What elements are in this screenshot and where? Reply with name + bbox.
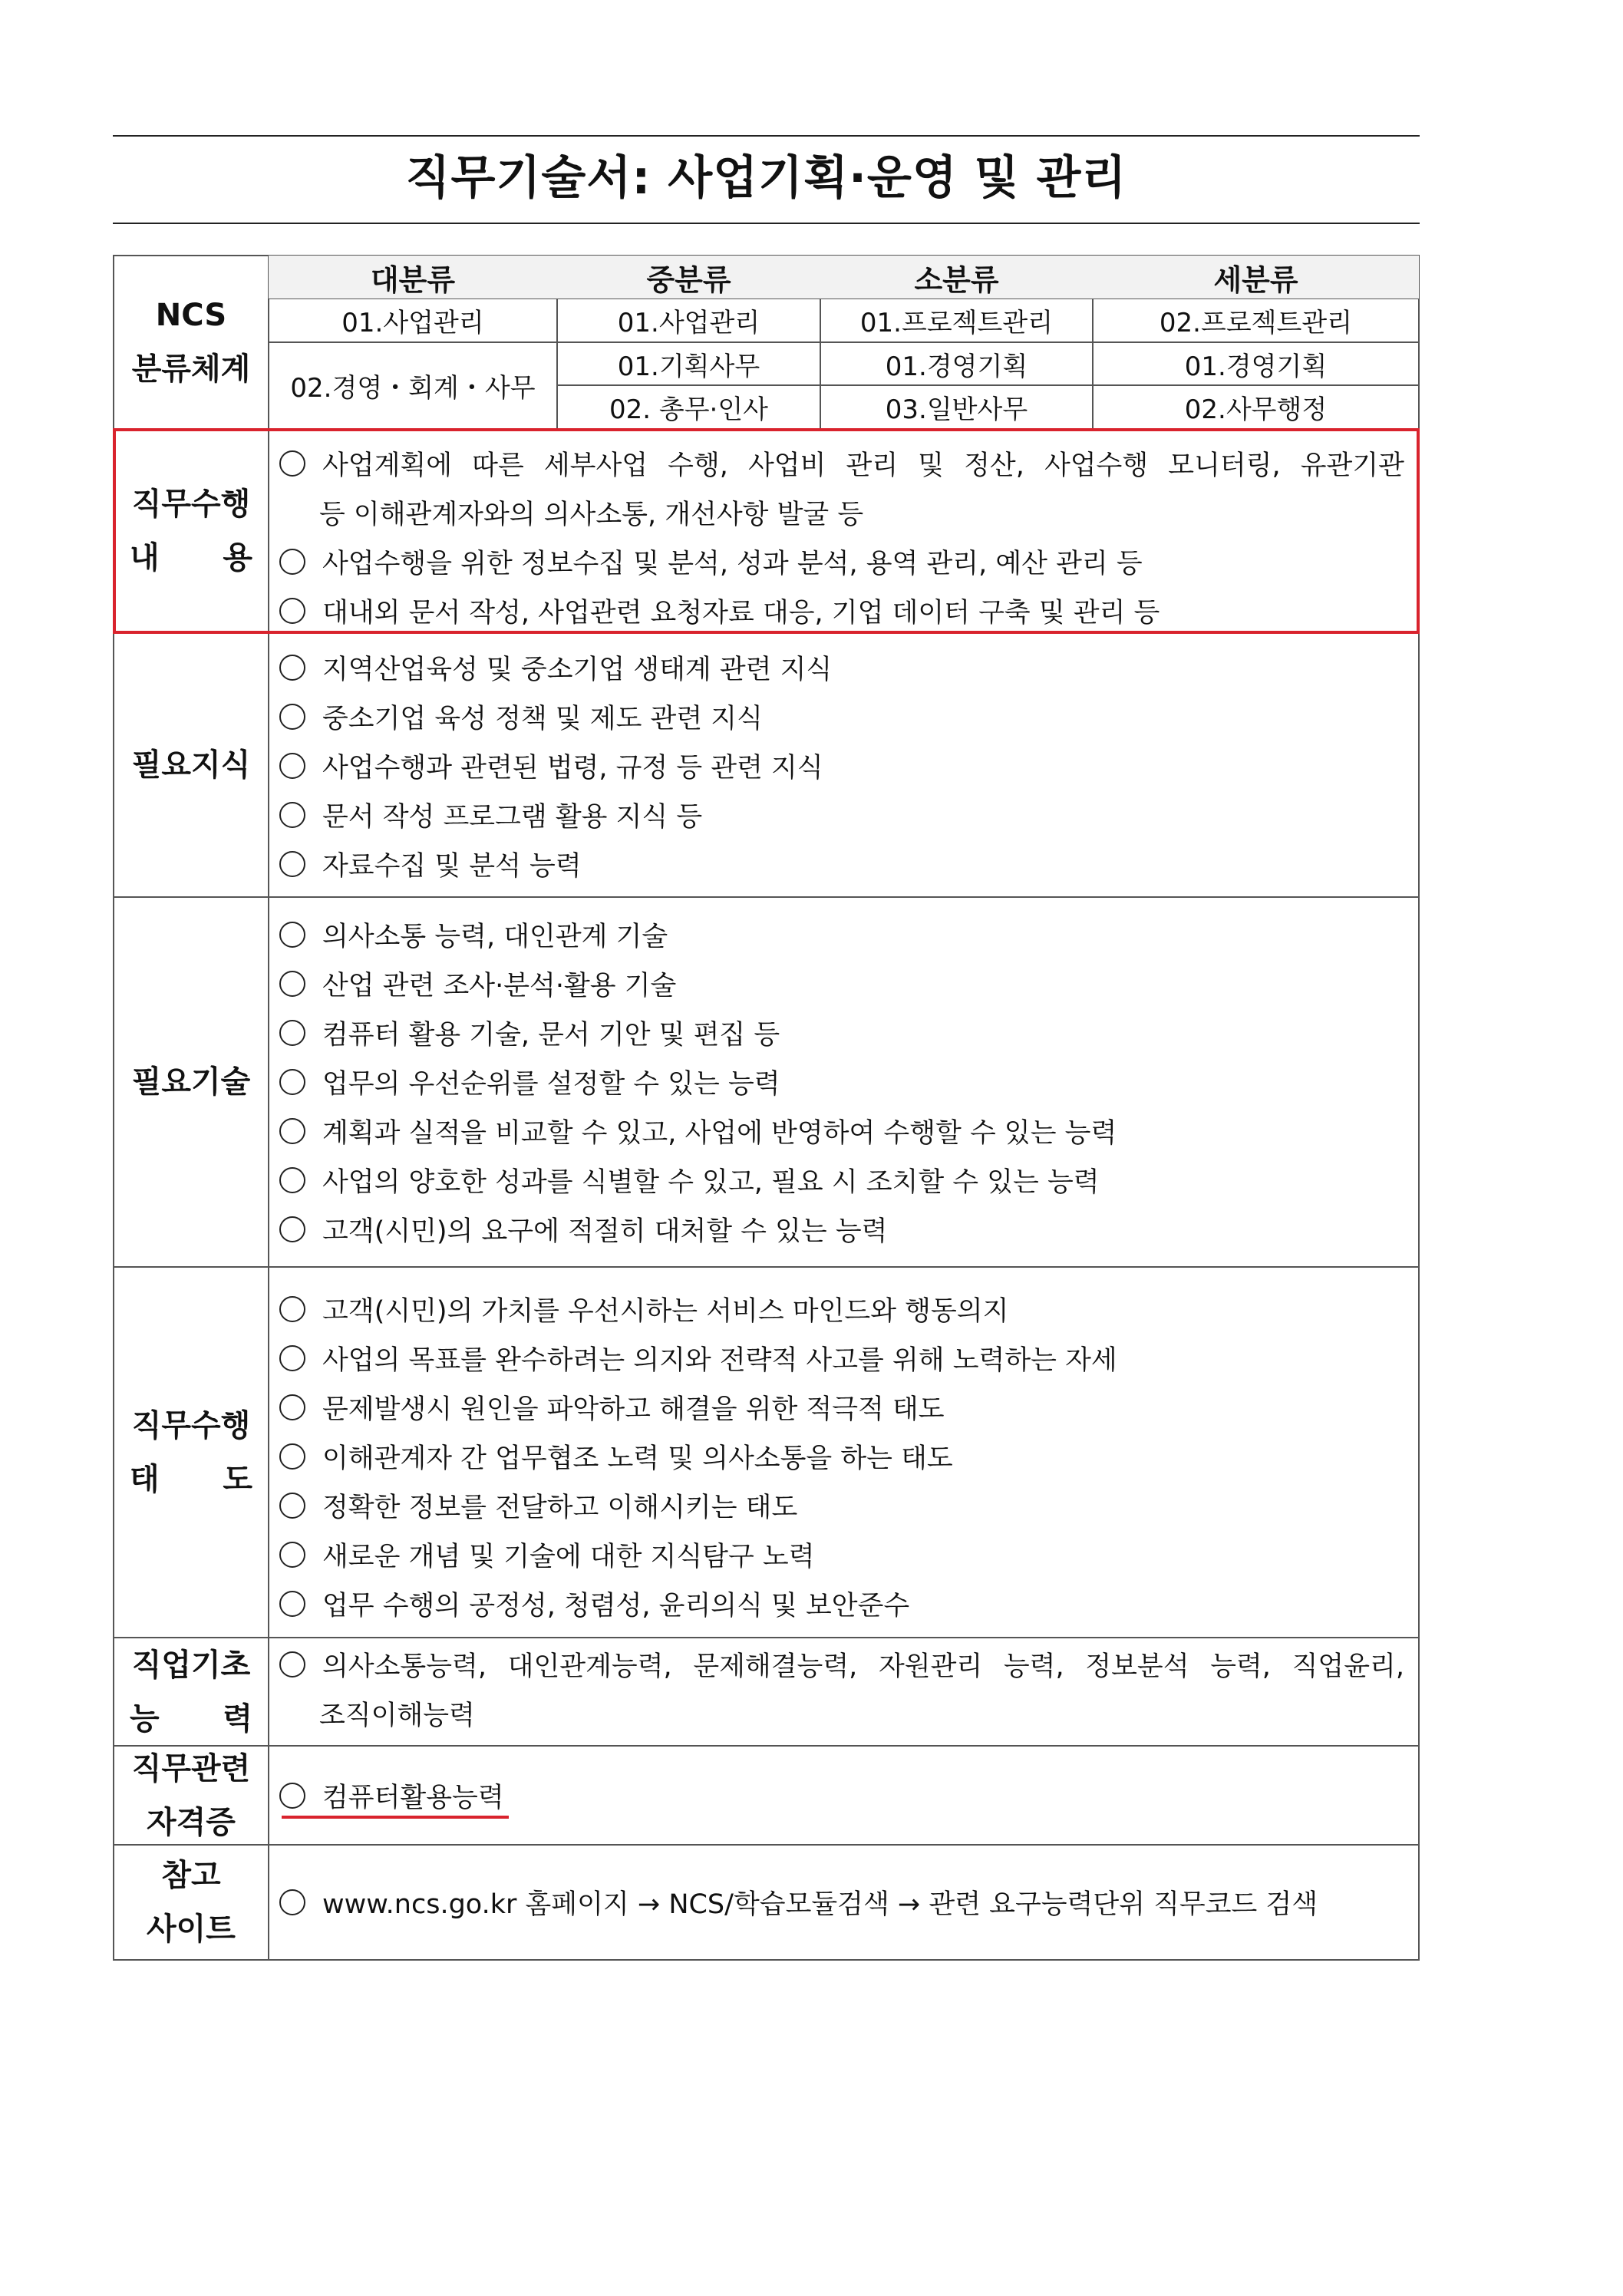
list-item: 사업수행과 관련된 법령, 규정 등 관련 지식: [279, 747, 823, 785]
row2-major: 02.경영・회계・사무: [290, 373, 536, 404]
list-item: 문제발생시 원인을 파악하고 해결을 위한 적극적 태도: [279, 1388, 945, 1427]
knowledge-label: 필요지식: [131, 747, 251, 783]
circle-bullet-icon: [279, 922, 305, 948]
list-item-continuation: 조직이해능력: [319, 1701, 475, 1731]
list-item: 이해관계자 간 업무협조 노력 및 의사소통을 하는 태도: [279, 1437, 953, 1476]
circle-bullet-icon: [279, 1783, 305, 1809]
table-header-major: 대분류: [269, 256, 557, 299]
circle-bullet-icon: [279, 1020, 305, 1046]
row3-minor: 03.일반사무: [885, 394, 1028, 425]
circle-bullet-icon: [279, 1394, 305, 1420]
circle-bullet-icon: [279, 1216, 305, 1242]
circle-bullet-icon: [279, 1542, 305, 1568]
row1-major: 01.사업관리: [341, 308, 484, 338]
reference-site-label: 참고 사이트: [147, 1858, 236, 1947]
basic-competency-label: 직업기초 능 력: [130, 1647, 252, 1737]
circle-bullet-icon: [279, 1118, 305, 1144]
page-title: 직무기술서: 사업기획·운영 및 관리: [405, 151, 1127, 205]
list-item: 사업계획에 따른 세부사업 수행, 사업비 관리 및 정산, 사업수행 모니터링, 유관기관: [279, 444, 1404, 483]
circle-bullet-icon: [279, 704, 305, 730]
list-item: 사업의 양호한 성과를 식별할 수 있고, 필요 시 조치할 수 있는 능력: [279, 1161, 1100, 1199]
list-item: 업무 수행의 공정성, 청렴성, 윤리의식 및 보안준수: [279, 1585, 909, 1623]
row2-detail: 01.경영기획: [1184, 351, 1328, 382]
list-item: 자료수집 및 분석 능력: [279, 845, 582, 883]
list-item: 컴퓨터활용능력: [279, 1776, 504, 1815]
skills-content: [269, 897, 1420, 1267]
list-item: 지역산업육성 및 중소기업 생태계 관련 지식: [279, 648, 832, 687]
attitude-content: [269, 1267, 1420, 1638]
circle-bullet-icon: [279, 851, 305, 877]
ncs-classification-label: NCS 분류체계: [131, 298, 251, 387]
circle-bullet-icon: [279, 971, 305, 997]
row1-detail: 02.프로젝트관리: [1159, 308, 1353, 338]
list-item: 컴퓨터 활용 기술, 문서 기안 및 편집 등: [279, 1014, 780, 1052]
skills-label: 필요기술: [131, 1064, 251, 1100]
list-item: 문서 작성 프로그램 활용 지식 등: [279, 796, 702, 834]
list-item: 사업의 목표를 완수하려는 의지와 전략적 사고를 위해 노력하는 자세: [279, 1339, 1117, 1377]
circle-bullet-icon: [279, 1591, 305, 1617]
table-header-minor: 소분류: [820, 256, 1093, 299]
circle-bullet-icon: [279, 753, 305, 779]
row1-minor: 01.프로젝트관리: [859, 308, 1054, 338]
circle-bullet-icon: [279, 655, 305, 681]
circle-bullet-icon: [279, 1296, 305, 1322]
list-item: 새로운 개념 및 기술에 대한 지식탐구 노력: [279, 1536, 815, 1574]
circle-bullet-icon: [279, 1493, 305, 1519]
list-item: 고객(시민)의 가치를 우선시하는 서비스 마인드와 행동의지: [279, 1290, 1008, 1328]
table-header-middle: 중분류: [557, 256, 820, 299]
certificate-content: [269, 1746, 1420, 1845]
highlight-box: [113, 428, 1420, 634]
circle-bullet-icon: [279, 1443, 305, 1470]
knowledge-content: [269, 633, 1420, 897]
certificate-label: 직무관련 자격증: [131, 1750, 251, 1840]
list-item: 대내외 문서 작성, 사업관련 요청자료 대응, 기업 데이터 구축 및 관리 등: [279, 592, 1160, 630]
row1-middle: 01.사업관리: [617, 308, 760, 338]
circle-bullet-icon: [279, 1069, 305, 1095]
row2-middle: 01.기획사무: [617, 351, 760, 382]
list-item: 정확한 정보를 전달하고 이해시키는 태도: [279, 1486, 797, 1525]
circle-bullet-icon: [279, 1345, 305, 1371]
list-item: 의사소통 능력, 대인관계 기술: [279, 915, 668, 954]
list-item: 계획과 실적을 비교할 수 있고, 사업에 반영하여 수행할 수 있는 능력: [279, 1112, 1117, 1150]
circle-bullet-icon: [279, 1167, 305, 1193]
row2-minor: 01.경영기획: [885, 351, 1028, 382]
duties-label: 직무수행 내 용: [130, 487, 252, 576]
list-item: 사업수행을 위한 정보수집 및 분석, 성과 분석, 용역 관리, 예산 관리 등: [279, 543, 1143, 581]
row3-middle: 02. 총무·인사: [609, 394, 769, 425]
list-item: 업무의 우선순위를 설정할 수 있는 능력: [279, 1063, 780, 1101]
list-item-continuation: 등 이해관계자와의 의사소통, 개선사항 발굴 등: [319, 500, 864, 530]
row3-detail: 02.사무행정: [1184, 394, 1328, 425]
reference-site-content: [269, 1845, 1420, 1960]
list-item: www.ncs.go.kr 홈페이지 → NCS/학습모듈검색 → 관련 요구능력단위 직무코드 검색: [279, 1883, 1318, 1922]
attitude-label: 직무수행 태 도: [130, 1407, 252, 1497]
circle-bullet-icon: [279, 1889, 305, 1915]
list-item: 중소기업 육성 정책 및 제도 관련 지식: [279, 698, 763, 736]
circle-bullet-icon: [279, 802, 305, 828]
basic-competency-content: [269, 1638, 1420, 1746]
table-header-detail: 세분류: [1093, 256, 1419, 299]
circle-bullet-icon: [279, 1651, 305, 1677]
highlight-underline: [282, 1816, 509, 1819]
list-item: 의사소통능력, 대인관계능력, 문제해결능력, 자원관리 능력, 정보분석 능력, 직업윤리,: [279, 1645, 1404, 1684]
list-item: 산업 관련 조사·분석·활용 기술: [279, 965, 676, 1003]
list-item: 고객(시민)의 요구에 적절히 대처할 수 있는 능력: [279, 1210, 887, 1249]
